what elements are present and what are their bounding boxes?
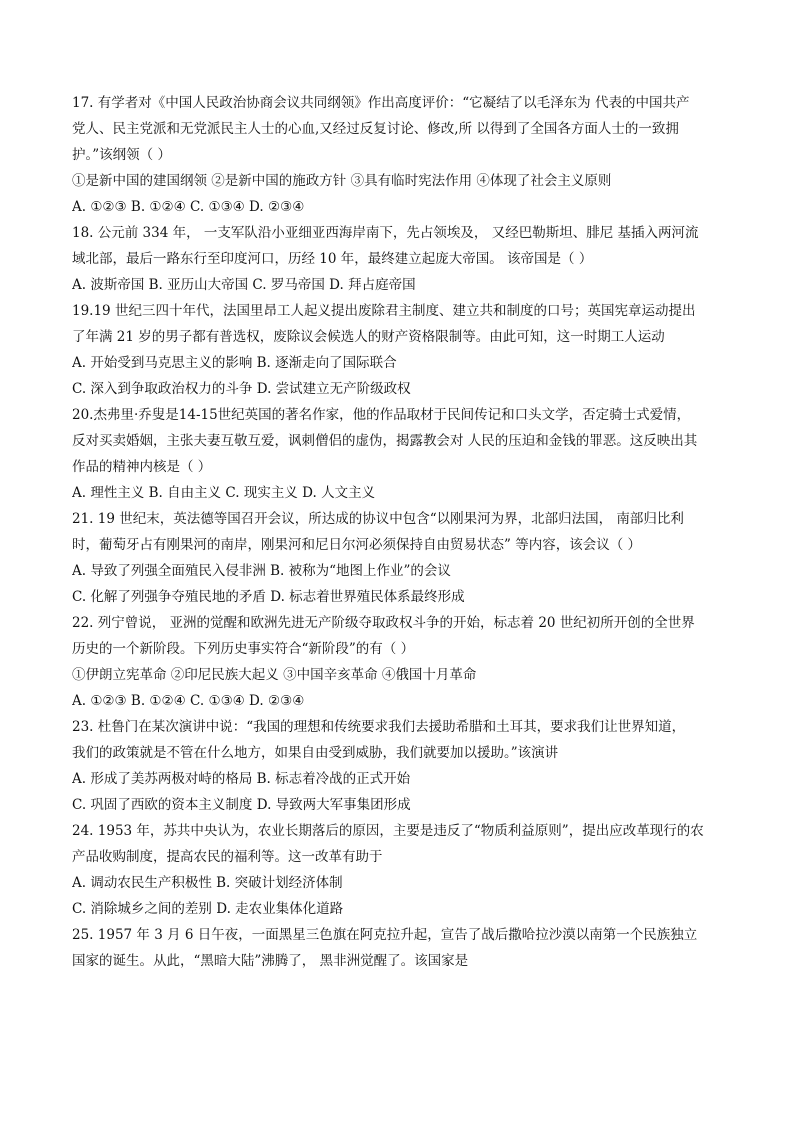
question-text-line: 作品的精神内核是（ ）: [72, 459, 212, 475]
question-text-line: 党人、民主党派和无党派民主人士的心血,又经过反复讨论、修改,所 以得到了全国各方面人士的一致拥: [72, 121, 679, 137]
question-text-line: 产品收购制度，提高农民的福利等。这一改革有助于: [72, 849, 383, 865]
answer-options-line: A. ①②③ B. ①②④ C. ①③④ D. ②③④: [72, 693, 305, 709]
question-text-line: 17. 有学者对《中国人民政治协商会议共同纲领》作出高度评价：“它凝结了以毛泽东为 代表的中国共产: [72, 95, 690, 111]
answer-options-line: A. 导致了列强全面殖民入侵非洲 B. 被称为“地图上作业”的会议: [72, 563, 451, 579]
answer-options-line: C. 深入到争取政治权力的斗争 D. 尝试建立无产阶级政权: [72, 381, 411, 397]
question-text-line: 国家的诞生。从此，“黑暗大陆”沸腾了， 黑非洲觉醒了。该国家是: [72, 953, 469, 969]
question-24: [72, 818, 727, 922]
question-text-line: 24. 1953 年，苏共中央认为，农业长期落后的原因，主要是违反了“物质利益原则”，提出应改革现行的农: [72, 823, 704, 839]
question-text-line: 护。”该纲领（ ）: [72, 147, 171, 163]
question-text-line: 21. 19 世纪末，英法德等国召开会议，所达成的协议中包含“以刚果河为界，北部归法国， 南部归比利: [72, 511, 684, 527]
question-text-line: 历史的一个新阶段。下列历史事实符合“新阶段”的有（ ）: [72, 641, 415, 657]
answer-options-line: C. 巩固了西欧的资本主义制度 D. 导致两大军事集团形成: [72, 797, 411, 813]
answer-options-line: A. 调动农民生产积极性 B. 突破计划经济体制: [72, 875, 343, 891]
question-23: [72, 714, 727, 818]
question-19: [72, 298, 727, 402]
question-text-line: 19.19 世纪三四十年代，法国里昂工人起义提出废除君主制度、建立共和制度的口号；英国宪章运动提出: [72, 303, 696, 319]
question-text-line: 20.杰弗里·乔叟是14-15世纪英国的著名作家，他的作品取材于民间传记和口头文学，否定骑士式爱情，: [72, 407, 691, 423]
question-text-line: 18. 公元前 334 年， 一支军队沿小亚细亚西海岸南下，先占领埃及， 又经巴勒斯坦、腓尼 基插入两河流: [72, 225, 699, 241]
answer-options-line: C. 化解了列强争夺殖民地的矛盾 D. 标志着世界殖民体系最终形成: [72, 589, 465, 605]
question-25: [72, 922, 727, 974]
question-text-line: 22. 列宁曾说， 亚洲的觉醒和欧洲先进无产阶级夺取政权斗争的开始，标志着 20 世纪初所开创的全世界: [72, 615, 695, 631]
statement-options-line: ①是新中国的建国纲领 ②是新中国的施政方针 ③具有临时宪法作用 ④体现了社会主义原则: [72, 173, 612, 189]
answer-options-line: A. ①②③ B. ①②④ C. ①③④ D. ②③④: [72, 199, 305, 215]
question-21: [72, 506, 727, 610]
question-text-line: 23. 杜鲁门在某次演讲中说：“我国的理想和传统要求我们去援助希腊和土耳其，要求我们让世界知道，: [72, 719, 686, 735]
answer-options-line: C. 消除城乡之间的差别 D. 走农业集体化道路: [72, 901, 344, 917]
question-text-line: 了年满 21 岁的男子都有普选权，废除议会候选人的财产资格限制等。由此可知，这一时期工人运动: [72, 329, 665, 345]
answer-options-line: A. 理性主义 B. 自由主义 C. 现实主义 D. 人文主义: [72, 485, 376, 501]
question-18: [72, 220, 727, 298]
statement-options-line: ①伊朗立宪革命 ②印尼民族大起义 ③中国辛亥革命 ④俄国十月革命: [72, 667, 477, 683]
question-text-line: 域北部，最后一路东行至印度河口，历经 10 年，最终建立起庞大帝国。 该帝国是（ ）: [72, 251, 593, 267]
question-text-line: 我们的政策就是不管在什么地方，如果自由受到威胁，我们就要加以援助。”该演讲: [72, 745, 559, 761]
question-text-line: 反对买卖婚姻，主张夫妻互敬互爱，讽刺僧侣的虚伪，揭露教会对 人民的压迫和金钱的罪恶。这反映出其: [72, 433, 698, 449]
question-20: [72, 402, 727, 506]
answer-options-line: A. 形成了美苏两极对峙的格局 B. 标志着冷战的正式开始: [72, 771, 411, 787]
question-17: [72, 90, 727, 220]
question-text-line: 25. 1957 年 3 月 6 日午夜，一面黑星三色旗在阿克拉升起，宣告了战后撒哈拉沙漠以南第一个民族独立: [72, 927, 698, 943]
exam-page: [72, 90, 727, 974]
answer-options-line: A. 波斯帝国 B. 亚历山大帝国 C. 罗马帝国 D. 拜占庭帝国: [72, 277, 416, 293]
answer-options-line: A. 开始受到马克思主义的影响 B. 逐渐走向了国际联合: [72, 355, 397, 371]
question-22: [72, 610, 727, 714]
question-text-line: 时，葡萄牙占有刚果河的南岸，刚果河和尼日尔河必须保持自由贸易状态” 等内容，该会议（ ）: [72, 537, 641, 553]
